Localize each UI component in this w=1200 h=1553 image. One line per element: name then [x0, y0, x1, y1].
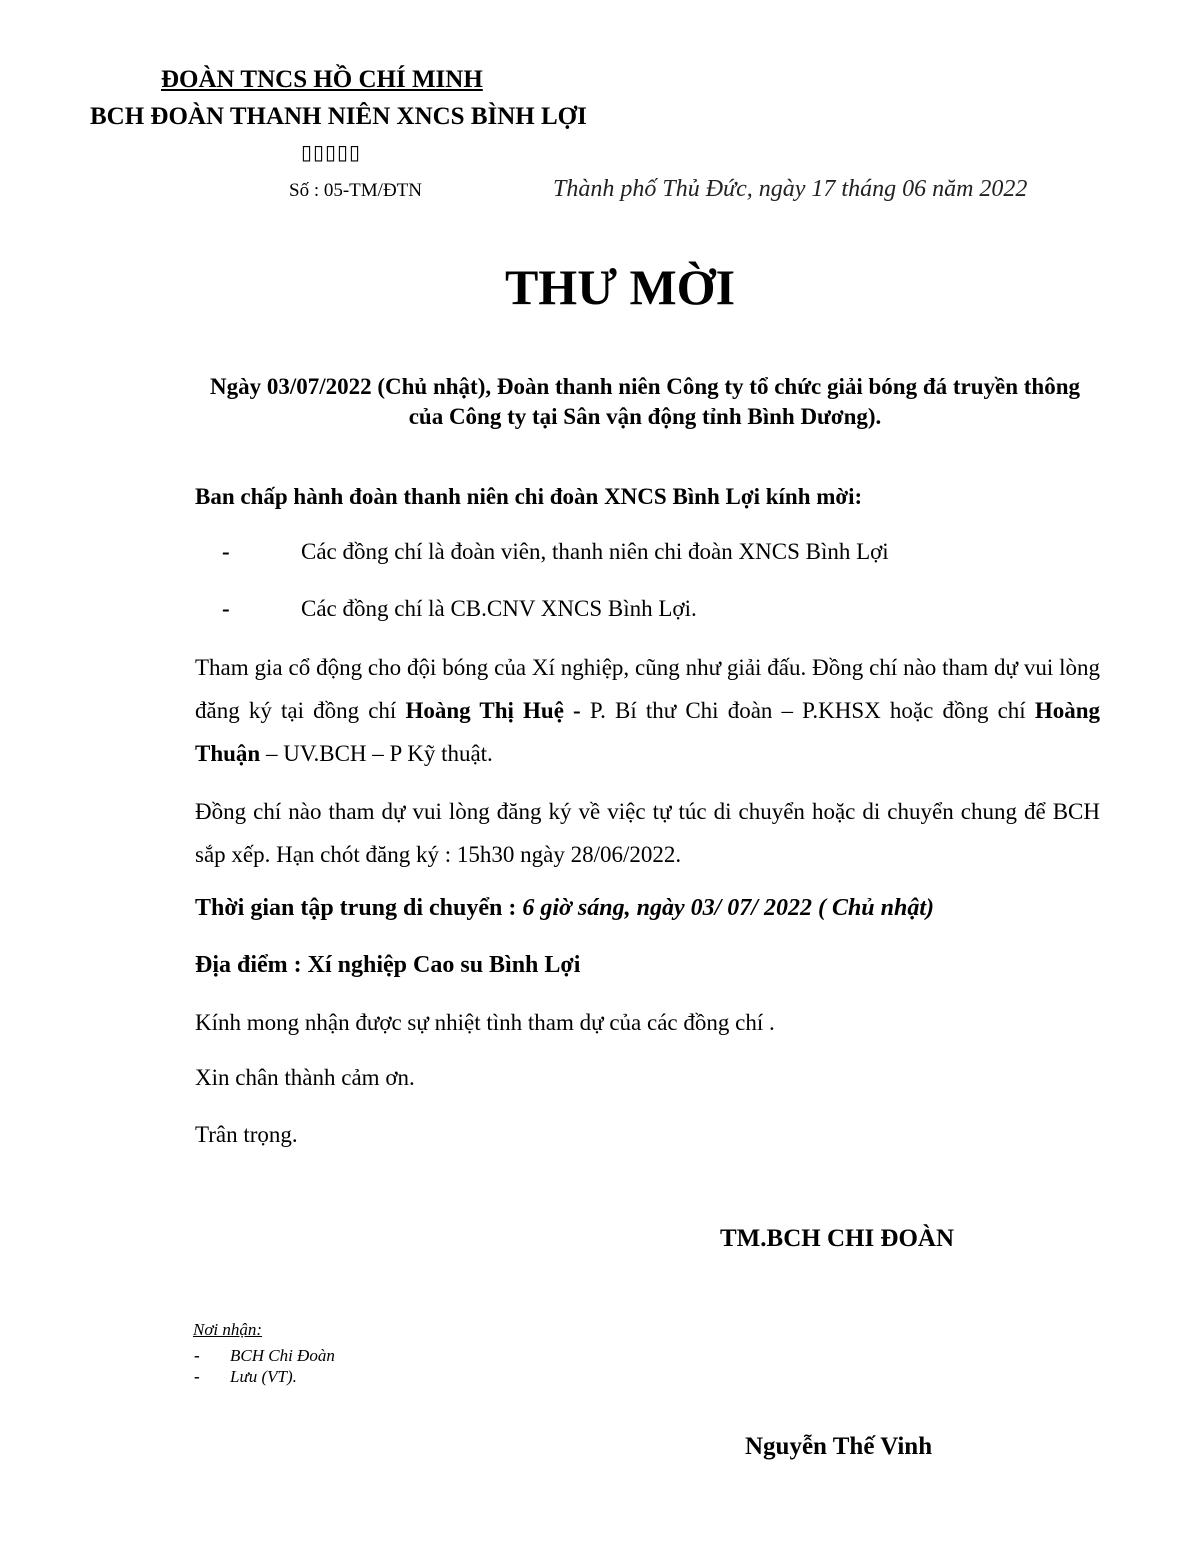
- invite-heading: Ban chấp hành đoàn thanh niên chi đoàn XNCS Bình Lợi kính mời:: [195, 484, 863, 509]
- org-name-line1: ĐOÀN TNCS HỒ CHÍ MINH: [161, 66, 483, 93]
- recipient-dash: -: [194, 1346, 200, 1365]
- closing-line: Kính mong nhận được sự nhiệt tình tham dự của các đồng chí .: [195, 1010, 775, 1035]
- decorative-symbols: ▯▯▯▯▯: [301, 142, 362, 164]
- signer-name: Nguyễn Thế Vinh: [745, 1433, 933, 1460]
- document-date: Thành phố Thủ Đức, ngày 17 tháng 06 năm 2022: [553, 176, 1028, 202]
- contact-name-1: Hoàng Thị Huệ -: [405, 698, 581, 723]
- registration-paragraph: [195, 646, 1100, 775]
- recipient-item: BCH Chi Đoàn: [230, 1346, 335, 1365]
- contact-name-2: Hoàng Thuận: [195, 698, 1101, 766]
- event-location: Địa điểm : Xí nghiệp Cao su Bình Lợi: [195, 952, 581, 978]
- gather-time: [195, 895, 934, 922]
- recipients-label: Nơi nhận:: [193, 1320, 263, 1339]
- intro-paragraph: Ngày 03/07/2022 (Chủ nhật), Đoàn thanh niên Công ty tổ chức giải bóng đá truyền thông của Công ty tại Sân vận động tỉnh Bình Dương).: [209, 374, 1081, 429]
- closing-line: Trân trọng.: [195, 1122, 298, 1147]
- recipient-dash: -: [194, 1367, 200, 1386]
- registration-text: Tham gia cổ động cho đội bóng của Xí nghiệp, cũng như giải đấu. Đồng chí nào tham dự vui lòng đăng ký tại đồng chí: [195, 655, 1100, 723]
- gather-time-label: Thời gian tập trung di chuyển :: [195, 895, 523, 921]
- signature-title: TM.BCH CHI ĐOÀN: [720, 1225, 955, 1252]
- deadline-paragraph: Đồng chí nào tham dự vui lòng đăng ký về việc tự túc di chuyển hoặc di chuyển chung để BCH sắp xếp. Hạn chót đăng ký : 15h30 ngày 28/06/2022.: [195, 799, 1100, 867]
- gather-time-value: 6 giờ sáng, ngày 03/ 07/ 2022 ( Chủ nhật): [522, 895, 934, 921]
- document-title: THƯ MỜI: [504, 259, 736, 315]
- org-name-line2: BCH ĐOÀN THANH NIÊN XNCS BÌNH LỢI: [90, 103, 587, 130]
- recipient-item: Lưu (VT).: [230, 1367, 297, 1386]
- document-number: Số : 05-TM/ĐTN: [289, 180, 422, 201]
- invitee-item: Các đồng chí là đoàn viên, thanh niên chi đoàn XNCS Bình Lợi: [301, 539, 889, 564]
- closing-line: Xin chân thành cảm ơn.: [195, 1065, 415, 1090]
- registration-text: P. Bí thư Chi đoàn – P.KHSX hoặc đồng chí: [580, 698, 1035, 723]
- bullet-dash: -: [222, 539, 230, 564]
- bullet-dash: -: [222, 596, 230, 621]
- registration-text: – UV.BCH – P Kỹ thuật.: [260, 741, 493, 766]
- invitee-item: Các đồng chí là CB.CNV XNCS Bình Lợi.: [301, 596, 697, 621]
